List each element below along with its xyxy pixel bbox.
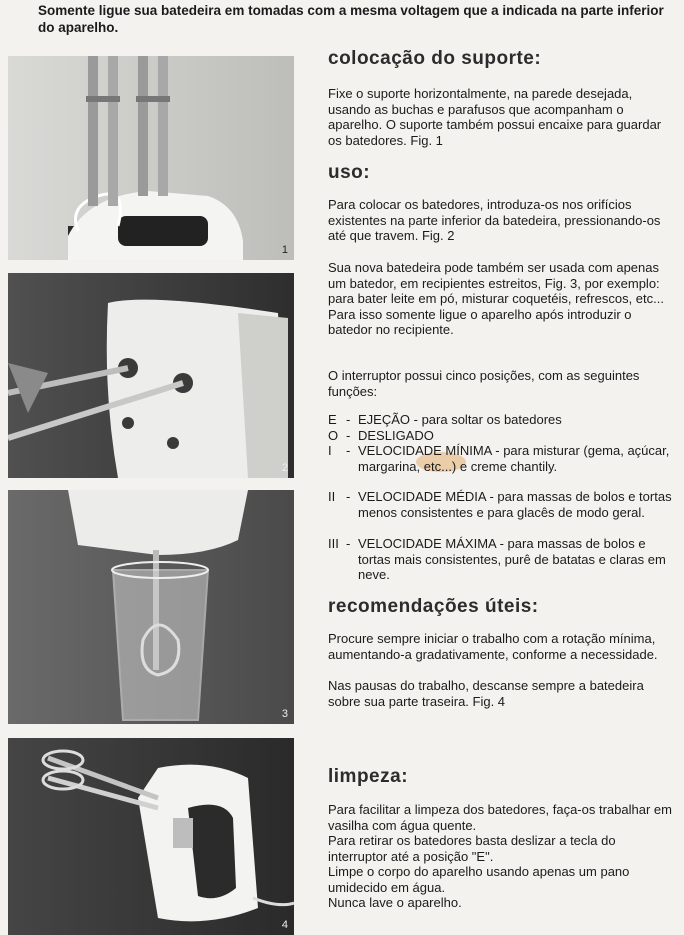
function-key: I <box>328 443 332 458</box>
single-beater-in-glass-illustration <box>8 490 294 724</box>
function-dash: - <box>346 443 351 458</box>
function-key: E <box>328 412 337 427</box>
function-text: DESLIGADO <box>358 428 434 443</box>
uso-paragraph-3: O interruptor possui cinco posições, com as seguintes funções: <box>328 368 640 399</box>
function-text: VELOCIDADE MÍNIMA - para misturar (gema, açúcar, margarina, etc...) e creme chantily. <box>358 443 670 474</box>
mixer-resting-illustration <box>8 738 294 935</box>
function-key: II <box>328 489 336 504</box>
heading-recomendacoes: recomendações úteis: <box>328 596 539 617</box>
function-key: III <box>328 536 339 551</box>
figure-number: 3 <box>281 708 288 720</box>
recomendacoes-paragraph: Procure sempre iniciar o trabalho com a rotação mínima, aumentando-a gradativamente, conforme a necessidade. <box>328 631 658 662</box>
recomendacoes-paragraph-2: Nas pausas do trabalho, descanse sempre a batedeira sobre sua parte traseira. Fig. 4 <box>328 678 644 709</box>
function-text: VELOCIDADE MÉDIA - para massas de bolos e tortas menos consistentes e para glacês de modo geral. <box>358 489 672 520</box>
figure-number: 4 <box>281 919 288 931</box>
figure-2-photo <box>8 273 294 478</box>
beater-insertion-illustration <box>8 273 294 478</box>
uso-paragraph-2: Sua nova batedeira pode também ser usada com apenas um batedor, em recipientes estreitos, Fig. 3, por exemplo: para bater leite em pó, misturar coquetéis, refrescos, etc... Para isso somente ligue o aparelho após introduzir o batedor no recipiente. <box>328 260 664 337</box>
function-dash: - <box>346 536 351 551</box>
function-key: O <box>328 428 339 443</box>
figure-1-photo <box>8 56 294 260</box>
limpeza-line: Limpe o corpo do aparelho usando apenas um pano umidecido em água. <box>328 864 630 895</box>
function-dash: - <box>346 489 351 504</box>
figure-4-photo <box>8 738 294 935</box>
figure-number: 1 <box>281 244 288 256</box>
heading-uso: uso: <box>328 162 371 183</box>
suporte-paragraph: Fixe o suporte horizontalmente, na parede desejada, usando as buchas e parafusos que acompanham o aparelho. O suporte também possui encaixe para guardar os batedores. Fig. 1 <box>328 86 662 148</box>
limpeza-line: Nunca lave o aparelho. <box>328 895 462 910</box>
figure-3-photo <box>8 490 294 724</box>
limpeza-line: Para retirar os batedores basta deslizar a tecla do interruptor até a posição "E". <box>328 833 616 864</box>
wall-mounted-mixer-illustration <box>8 56 294 260</box>
function-text: VELOCIDADE MÁXIMA - para massas de bolos e tortas mais consistentes, purê de batatas e claras em neve. <box>358 536 666 582</box>
figure-number: 2 <box>281 462 288 474</box>
function-dash: - <box>346 428 351 443</box>
heading-limpeza: limpeza: <box>328 766 409 787</box>
uso-paragraph-1: Para colocar os batedores, introduza-os nos orifícios existentes na parte inferior da batedeira, pressionando-os até que travem. Fig. 2 <box>328 197 661 243</box>
function-text: EJEÇÃO - para soltar os batedores <box>358 412 562 427</box>
limpeza-line: Para facilitar a limpeza dos batedores, faça-os trabalhar em vasilha com água quente. <box>328 802 672 833</box>
function-dash: - <box>346 412 351 427</box>
voltage-warning: Somente ligue sua batedeira em tomadas com a mesma voltagem que a indicada na parte inferior do aparelho. <box>38 3 664 35</box>
heading-colocacao-suporte: colocação do suporte: <box>328 48 542 69</box>
